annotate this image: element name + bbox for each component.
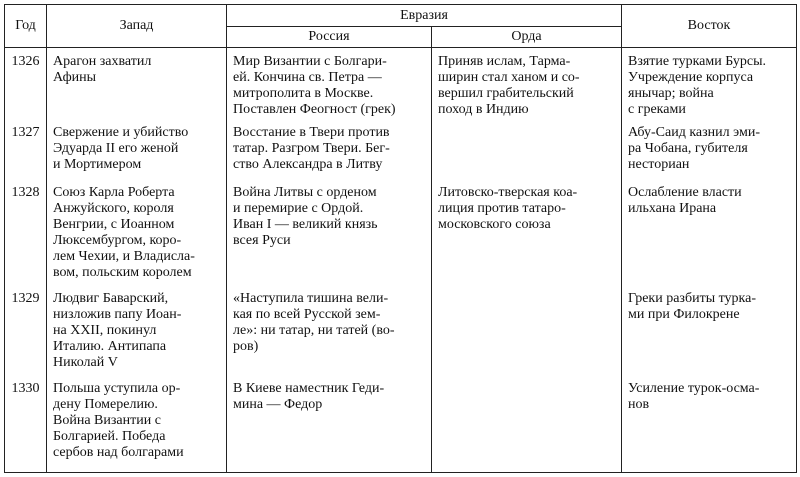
west-text-line: и Мортимером xyxy=(53,157,142,173)
east-cell xyxy=(622,179,797,285)
west-text-line: Свержение и убийство xyxy=(53,125,189,141)
russia-text-line: ров) xyxy=(233,338,259,354)
east-text-line: Учреждение корпуса xyxy=(628,70,754,85)
russia-text-line: ство Александра в Литву xyxy=(233,157,383,173)
horde-text-line: Приняв ислам, Тарма- xyxy=(438,54,571,69)
east-text-line: ильхана Ирана xyxy=(628,200,717,216)
russia-text-line: Восстание в Твери против xyxy=(233,125,390,141)
west-text-line: лем Чехии, и Владисла- xyxy=(53,248,195,264)
west-cell xyxy=(47,179,227,285)
russia-text-line: «Наступила тишина вели- xyxy=(233,290,389,306)
table-header xyxy=(5,5,797,48)
russia-text-line: кая по всей Русской зем- xyxy=(233,306,381,322)
horde-cell xyxy=(432,285,622,375)
header-year: Год xyxy=(5,5,47,48)
russia-text-line: мина — Федор xyxy=(233,396,323,412)
west-text-line: Афины xyxy=(53,70,97,85)
horde-text-line: ширин стал ханом и со- xyxy=(438,70,580,85)
russia-text-line: В Киеве наместник Геди- xyxy=(233,380,385,396)
table-row xyxy=(5,285,797,375)
west-cell xyxy=(47,48,227,120)
table-row xyxy=(5,119,797,178)
east-text-line: Абу-Саид казнил эми- xyxy=(628,125,761,141)
russia-text-line: Мир Византии с Болгари- xyxy=(233,54,387,69)
russia-text-line: митрополита в Москве. xyxy=(233,86,374,101)
east-text-line: Усиление турок-осма- xyxy=(628,380,760,396)
west-text-line: Эдуарда II его женой xyxy=(53,141,179,157)
west-text-line: Арагон захватил xyxy=(53,54,152,69)
west-text-line: Николай V xyxy=(53,354,118,370)
west-cell xyxy=(47,375,227,473)
west-text-line: Анжуйского, короля xyxy=(53,200,174,216)
west-text-line: дену Померелию. xyxy=(53,396,158,412)
table-body xyxy=(5,48,797,473)
header-west: Запад xyxy=(47,5,227,48)
east-text-line: Ослабление власти xyxy=(628,184,742,200)
horde-text-line: вершил грабительский xyxy=(438,86,574,101)
table-row xyxy=(5,375,797,473)
horde-cell xyxy=(432,119,622,178)
chronology-table xyxy=(4,4,797,473)
russia-text-line: и перемирие с Ордой. xyxy=(233,200,364,216)
east-text-line: ра Чобана, губителя xyxy=(628,141,748,157)
west-text-line: низложив папу Иоан- xyxy=(53,306,182,322)
east-text-line: Взятие турками Бурсы. xyxy=(628,54,767,69)
russia-text-line: ле»: ни татар, ни татей (во- xyxy=(233,322,395,338)
horde-cell xyxy=(432,48,622,120)
header-eurasia: Евразия xyxy=(227,5,622,27)
west-text-line: Болгарией. Победа xyxy=(53,428,166,444)
west-text-line: Война Византии с xyxy=(53,412,161,428)
west-text-line: Люксембургом, коро- xyxy=(53,232,182,248)
east-cell xyxy=(622,119,797,178)
west-cell xyxy=(47,285,227,375)
russia-text-line: Поставлен Феогност (грек) xyxy=(233,102,396,117)
russia-text-line: Война Литвы с орденом xyxy=(233,184,377,200)
russia-cell xyxy=(227,179,432,285)
east-text-line: Греки разбиты турка- xyxy=(628,290,757,306)
table-row xyxy=(5,179,797,285)
horde-text-line: лиция против татаро- xyxy=(438,200,566,216)
west-text-line: Венгрии, с Иоанном xyxy=(53,216,175,232)
table-row xyxy=(5,48,797,120)
horde-cell xyxy=(432,375,622,473)
horde-text-line: Литовско-тверская коа- xyxy=(438,184,578,200)
east-text-line: с греками xyxy=(628,102,686,117)
header-horde: Орда xyxy=(432,27,622,48)
year-cell: 1326 xyxy=(5,48,47,120)
west-text-line: Польша уступила ор- xyxy=(53,380,181,396)
east-cell xyxy=(622,375,797,473)
east-text-line: янычар; война xyxy=(628,86,714,101)
russia-text-line: ей. Кончина св. Петра — xyxy=(233,70,382,85)
west-text-line: вом, польским королем xyxy=(53,264,192,280)
year-cell: 1330 xyxy=(5,375,47,473)
year-cell: 1329 xyxy=(5,285,47,375)
west-text-line: Людвиг Баварский, xyxy=(53,290,169,306)
russia-cell xyxy=(227,285,432,375)
year-cell: 1327 xyxy=(5,119,47,178)
russia-text-line: всея Руси xyxy=(233,232,291,248)
west-text-line: на XXII, покинул xyxy=(53,322,157,338)
west-text-line: Союз Карла Роберта xyxy=(53,184,175,200)
russia-text-line: Иван I — великий князь xyxy=(233,216,378,232)
east-cell xyxy=(622,48,797,120)
header-east: Восток xyxy=(622,5,797,48)
russia-cell xyxy=(227,119,432,178)
year-cell: 1328 xyxy=(5,179,47,285)
west-text-line: сербов над болгарами xyxy=(53,444,184,460)
russia-text-line: татар. Разгром Твери. Бег- xyxy=(233,141,390,157)
east-cell xyxy=(622,285,797,375)
russia-cell xyxy=(227,48,432,120)
east-text-line: ми при Филокрене xyxy=(628,306,740,322)
horde-cell xyxy=(432,179,622,285)
russia-cell xyxy=(227,375,432,473)
east-text-line: несториан xyxy=(628,157,690,173)
horde-text-line: московского союза xyxy=(438,216,551,232)
horde-text-line: поход в Индию xyxy=(438,102,529,117)
west-cell xyxy=(47,119,227,178)
header-russia: Россия xyxy=(227,27,432,48)
east-text-line: нов xyxy=(628,396,650,412)
west-text-line: Италию. Антипапа xyxy=(53,338,167,354)
